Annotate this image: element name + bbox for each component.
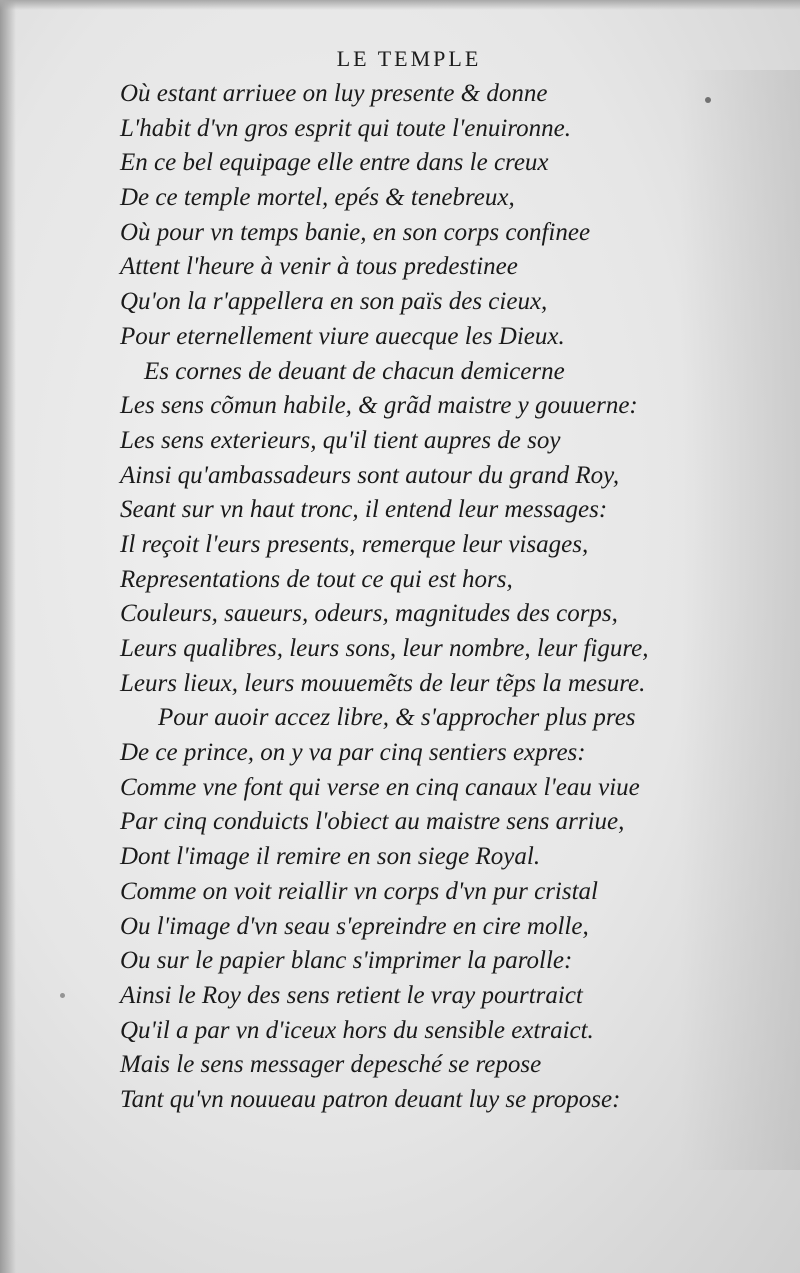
verse-line: Tant qu'vn nouueau patron deuant luy se propose: <box>120 1085 621 1113</box>
verse-line: Où pour vn temps banie, en son corps confinee <box>120 218 591 246</box>
verse-line: Ainsi le Roy des sens retient le vray pourtraict <box>120 981 583 1009</box>
verse-line: Pour auoir accez libre, & s'approcher plus pres <box>158 704 636 732</box>
verse-line: Es cornes de deuant de chacun demicerne <box>144 357 565 385</box>
gutter-shadow <box>0 0 16 1273</box>
verse-line: Ou sur le papier blanc s'imprimer la parolle: <box>120 947 573 975</box>
verse-line: Où estant arriuee on luy presente & donne <box>120 80 548 107</box>
verse-line: Il reçoit l'eurs presents, remerque leur visages, <box>120 530 589 558</box>
verse-line: Pour eternellement viure auecque les Dieux. <box>120 322 565 350</box>
ink-speck <box>60 993 65 998</box>
top-edge-shadow <box>0 0 800 10</box>
verse-line: Comme on voit reiallir vn corps d'vn pur cristal <box>120 877 598 905</box>
verse-line: Attent l'heure à venir à tous predestinee <box>120 253 518 281</box>
verse-line: Qu'on la r'appellera en son païs des cieux, <box>120 288 548 316</box>
verse-line: Representations de tout ce qui est hors, <box>120 565 513 593</box>
verse-line: Qu'il a par vn d'iceux hors du sensible extraict. <box>120 1016 594 1044</box>
verse-line: Par cinq conduicts l'obiect au maistre sens arriue, <box>120 808 625 836</box>
verse-line: Les sens cõmun habile, & grãd maistre y gouuerne: <box>120 392 638 420</box>
poem-verse <box>120 77 700 1118</box>
verse-line: Comme vne font qui verse en cinq canaux l'eau viue <box>120 773 640 801</box>
verse-line: Dont l'image il remire en son siege Royal. <box>120 843 541 871</box>
verse-line: Couleurs, saueurs, odeurs, magnitudes des corps, <box>120 600 618 628</box>
running-title: LE TEMPLE <box>336 46 482 71</box>
verse-line: L'habit d'vn gros esprit qui toute l'enuironne. <box>120 114 571 142</box>
verse-line: Mais le sens messager depesché se repose <box>120 1051 542 1079</box>
ink-speck <box>705 97 711 103</box>
verse-line: De ce prince, on y va par cinq sentiers expres: <box>120 739 586 767</box>
verse-line: Leurs lieux, leurs mouuemẽts de leur tẽps la mesure. <box>120 669 646 697</box>
verse-line: Les sens exterieurs, qu'il tient aupres de soy <box>120 426 561 454</box>
verse-line: De ce temple mortel, epés & tenebreux, <box>120 184 515 212</box>
verse-line: En ce bel equipage elle entre dans le creux <box>120 149 549 177</box>
verse-line: Leurs qualibres, leurs sons, leur nombre, leur figure, <box>120 635 649 662</box>
verse-line: Ainsi qu'ambassadeurs sont autour du grand Roy, <box>120 461 620 489</box>
verse-line: Seant sur vn haut tronc, il entend leur messages: <box>120 496 608 524</box>
verse-line: Ou l'image d'vn seau s'epreindre en cire molle, <box>120 912 589 940</box>
